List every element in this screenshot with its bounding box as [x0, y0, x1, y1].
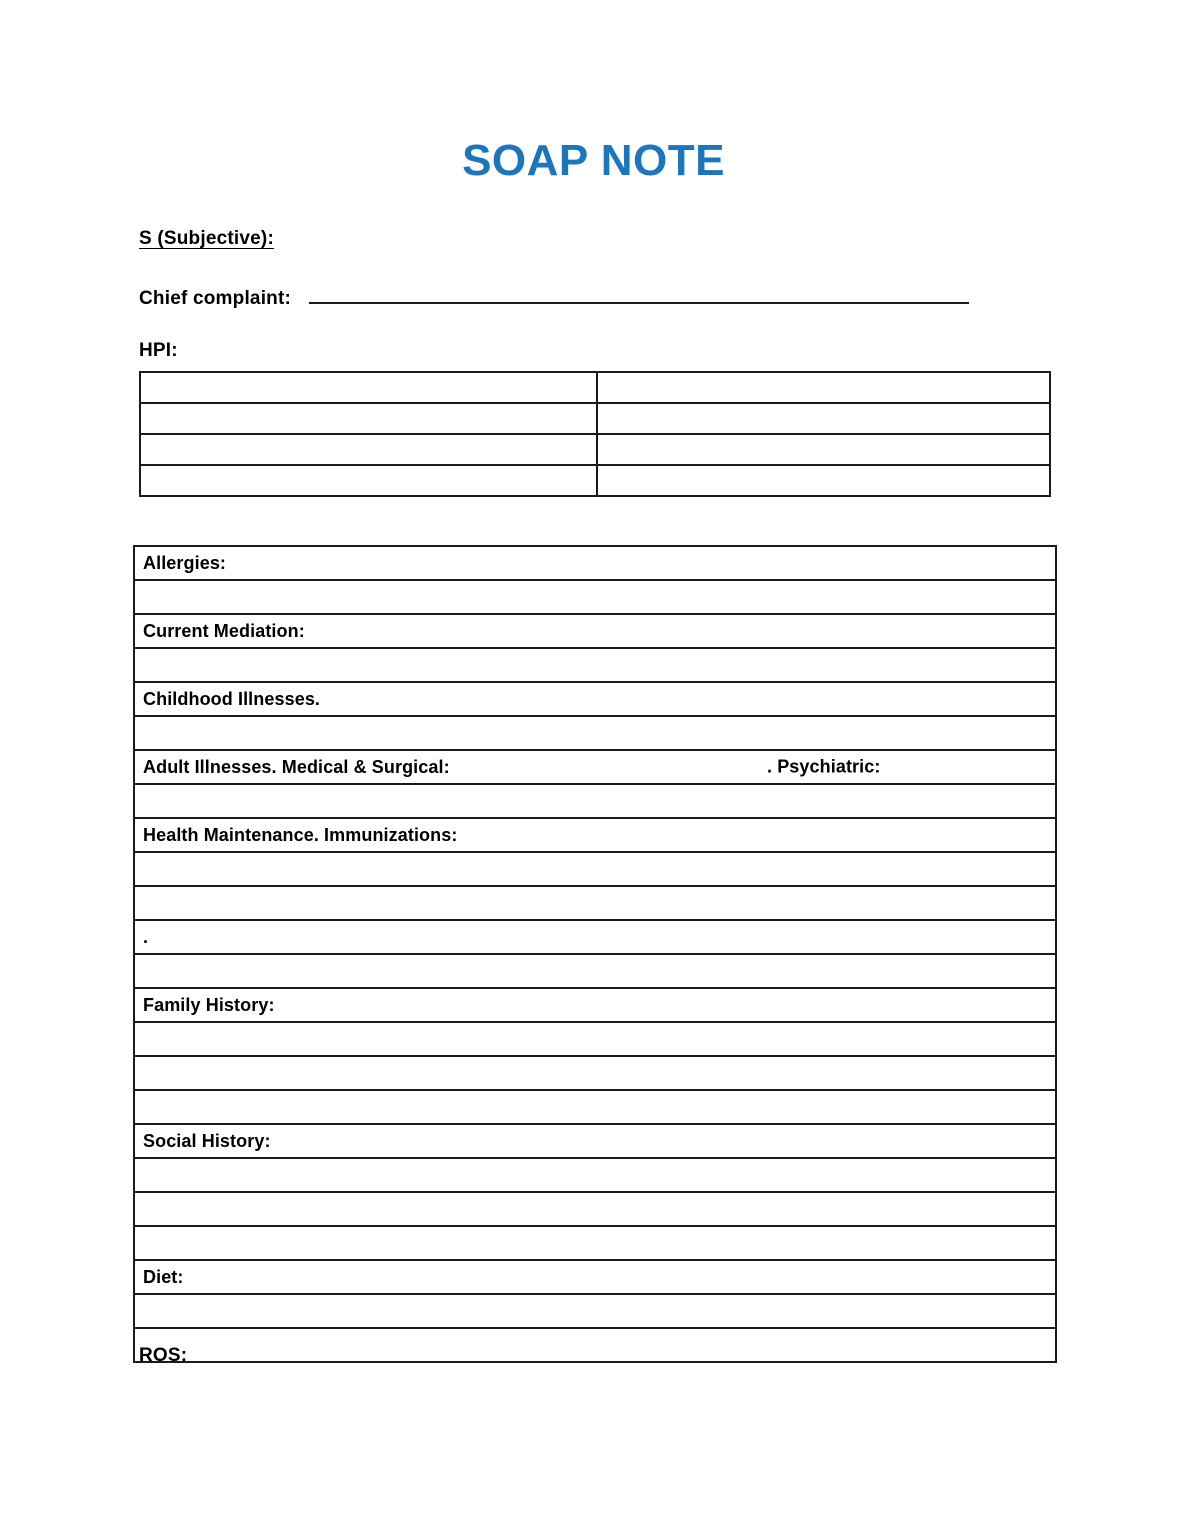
history-cell-inner: [143, 921, 1055, 953]
hpi-table: [139, 371, 1051, 497]
history-input-row[interactable]: [134, 1192, 1056, 1226]
table-row: [134, 648, 1056, 682]
table-row: [134, 988, 1056, 1022]
history-input-row[interactable]: [134, 1328, 1056, 1362]
history-cell-inner: [143, 989, 1055, 1021]
table-row: [134, 546, 1056, 580]
table-row: [134, 682, 1056, 716]
table-row: [134, 852, 1056, 886]
table-row: [134, 1056, 1056, 1090]
history-field-label: Current Mediation:: [143, 620, 305, 641]
history-field-label: Social History:: [143, 1130, 271, 1151]
table-row: [134, 784, 1056, 818]
history-field-label-secondary: . Psychiatric:: [767, 756, 881, 777]
table-row: [134, 1022, 1056, 1056]
history-input-row[interactable]: [134, 886, 1056, 920]
history-input-row[interactable]: [134, 954, 1056, 988]
history-cell-inner: [143, 819, 1055, 851]
table-row: [134, 1124, 1056, 1158]
history-input-row[interactable]: [134, 580, 1056, 614]
table-row: [140, 465, 1050, 496]
history-cell-inner: [143, 615, 1055, 647]
hpi-cell[interactable]: [597, 403, 1050, 434]
history-field-label: Allergies:: [143, 552, 227, 573]
history-input-row[interactable]: [134, 1090, 1056, 1124]
history-label-row[interactable]: [134, 818, 1056, 852]
hpi-cell[interactable]: [140, 434, 597, 465]
history-label-row[interactable]: [134, 988, 1056, 1022]
table-row: [134, 1226, 1056, 1260]
history-field-label: Diet:: [143, 1266, 184, 1287]
hpi-cell[interactable]: [597, 465, 1050, 496]
history-field-label: .: [143, 926, 149, 947]
history-cell-inner: [143, 751, 1055, 783]
table-row: [134, 920, 1056, 954]
history-field-label: Health Maintenance. Immunizations:: [143, 824, 458, 845]
table-row: [134, 818, 1056, 852]
page-title: SOAP NOTE: [462, 136, 725, 185]
hpi-cell[interactable]: [597, 372, 1050, 403]
table-row: [134, 750, 1056, 784]
hpi-cell[interactable]: [140, 403, 597, 434]
history-label-row[interactable]: [134, 1124, 1056, 1158]
table-row: [134, 716, 1056, 750]
table-row: [134, 1328, 1056, 1362]
history-label-row[interactable]: [134, 920, 1056, 954]
ros-label: ROS:: [139, 1345, 188, 1366]
chief-complaint-label: Chief complaint:: [139, 288, 292, 309]
history-cell-inner: [143, 1261, 1055, 1293]
table-row: [134, 580, 1056, 614]
hpi-label: HPI:: [139, 340, 178, 361]
history-label-row[interactable]: [134, 682, 1056, 716]
table-row: [134, 1090, 1056, 1124]
history-input-row[interactable]: [134, 1056, 1056, 1090]
section-heading-subjective: S (Subjective):: [139, 228, 274, 249]
hpi-cell[interactable]: [140, 372, 597, 403]
history-label-row[interactable]: [134, 546, 1056, 580]
hpi-cell[interactable]: [140, 465, 597, 496]
table-row: [134, 886, 1056, 920]
history-label-row[interactable]: [134, 750, 1056, 784]
history-input-row[interactable]: [134, 648, 1056, 682]
history-field-label: Adult Illnesses. Medical & Surgical:: [143, 756, 450, 777]
table-row: [134, 1192, 1056, 1226]
table-row: [134, 954, 1056, 988]
table-row: [134, 1294, 1056, 1328]
history-input-row[interactable]: [134, 716, 1056, 750]
history-table-body: [134, 546, 1056, 1362]
hpi-cell[interactable]: [597, 434, 1050, 465]
table-row: [140, 372, 1050, 403]
history-field-label: Childhood Illnesses.: [143, 688, 321, 709]
history-input-row[interactable]: [134, 1226, 1056, 1260]
table-row: [140, 403, 1050, 434]
history-input-row[interactable]: [134, 1022, 1056, 1056]
history-input-row[interactable]: [134, 1294, 1056, 1328]
history-input-row[interactable]: [134, 1158, 1056, 1192]
history-cell-inner: [143, 683, 1055, 715]
chief-complaint-input[interactable]: [309, 286, 969, 304]
table-row: [134, 614, 1056, 648]
history-input-row[interactable]: [134, 784, 1056, 818]
chief-complaint-row: [139, 286, 1039, 310]
history-label-row[interactable]: [134, 614, 1056, 648]
table-row: [140, 434, 1050, 465]
table-row: [134, 1158, 1056, 1192]
table-row: [134, 1260, 1056, 1294]
history-table: [133, 545, 1057, 1363]
history-cell-inner: [143, 1125, 1055, 1157]
history-input-row[interactable]: [134, 852, 1056, 886]
history-label-row[interactable]: [134, 1260, 1056, 1294]
history-cell-inner: [143, 547, 1055, 579]
history-field-label: Family History:: [143, 994, 275, 1015]
